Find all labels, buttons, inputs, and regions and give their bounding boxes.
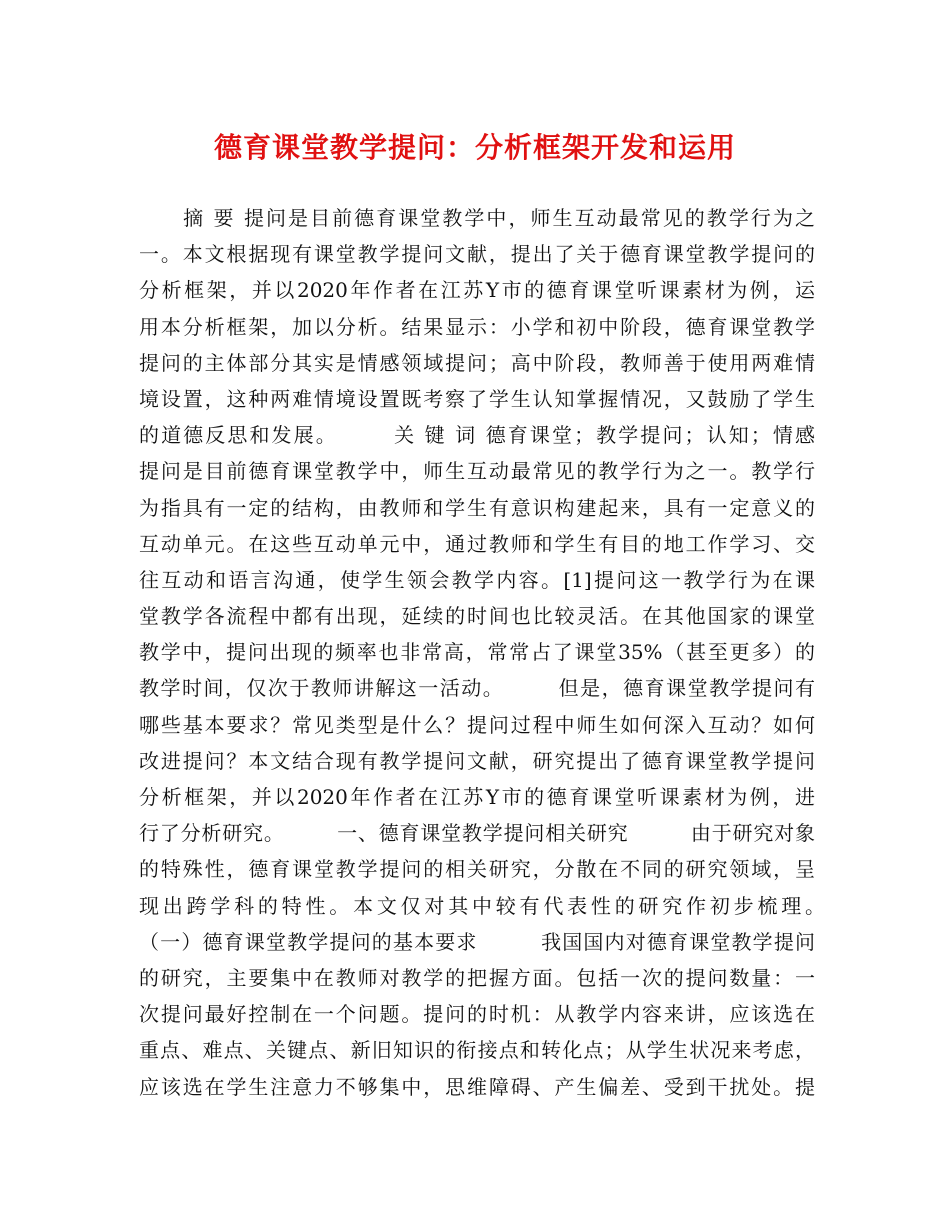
body-line: 提问的主体部分其实是情感领域提问；高中阶段，教师善于使用两难情: [139, 350, 815, 375]
body-line: 一。本文根据现有课堂教学提问文献，提出了关于德育课堂教学提问的: [139, 242, 815, 267]
body-line: 分析框架，并以2020年作者在江苏Y市的德育课堂听课素材为例，运: [139, 278, 815, 303]
body-line: 次提问最好控制在一个问题。提问的时机：从教学内容来讲，应该选在: [139, 1002, 815, 1027]
body-line: 现出跨学科的特性。本文仅对其中较有代表性的研究作初步梳理。: [139, 893, 855, 918]
body-line: 互动单元。在这些互动单元中，通过教师和学生有目的地工作学习、交: [139, 531, 815, 556]
body-line: （一）德育课堂教学提问的基本要求 我国国内对德育课堂教学提问: [139, 929, 815, 954]
document-body: [139, 200, 855, 1105]
body-line: 教学中，提问出现的频率也非常高，常常占了课堂35%（甚至更多）的: [139, 640, 815, 665]
body-line: 的特殊性，德育课堂教学提问的相关研究，分散在不同的研究领域，呈: [139, 857, 815, 882]
body-line: 堂教学各流程中都有出现，延续的时间也比较灵活。在其他国家的课堂: [139, 604, 815, 629]
body-line: 改进提问？本文结合现有教学提问文献，研究提出了德育课堂教学提问: [139, 748, 815, 773]
body-line: 行了分析研究。 一、德育课堂教学提问相关研究 由于研究对象: [139, 821, 815, 846]
body-line: 提问是目前德育课堂教学中，师生互动最常见的教学行为之一。教学行: [139, 459, 815, 484]
body-line: 分析框架，并以2020年作者在江苏Y市的德育课堂听课素材为例，进: [139, 785, 815, 809]
document-title: 德育课堂教学提问：分析框架开发和运用: [213, 131, 736, 164]
body-line: 的道德反思和发展。 关 键 词 德育课堂；教学提问；认知；情感: [139, 423, 815, 448]
body-line: 重点、难点、关键点、新旧知识的衔接点和转化点；从学生状况来考虑，: [139, 1038, 815, 1063]
body-line: 教学时间，仅次于教师讲解这一活动。 但是，德育课堂教学提问有: [139, 676, 815, 701]
body-line: 为指具有一定的结构，由教师和学生有意识构建起来，具有一定意义的: [139, 495, 815, 520]
body-line: 应该选在学生注意力不够集中，思维障碍、产生偏差、受到干扰处。提: [139, 1074, 815, 1099]
body-line: 用本分析框架，加以分析。结果显示：小学和初中阶段，德育课堂教学: [139, 314, 815, 339]
body-line: 的研究，主要集中在教师对教学的把握方面。包括一次的提问数量：一: [139, 965, 815, 990]
body-line: 往互动和语言沟通，使学生领会教学内容。[1]提问这一教学行为在课: [139, 567, 815, 592]
body-line: 摘 要 提问是目前德育课堂教学中，师生互动最常见的教学行为之: [139, 206, 815, 230]
body-line: 哪些基本要求？常见类型是什么？提问过程中师生如何深入互动？如何: [139, 712, 815, 737]
body-line: 境设置，这种两难情境设置既考察了学生认知掌握情况，又鼓励了学生: [139, 386, 815, 411]
